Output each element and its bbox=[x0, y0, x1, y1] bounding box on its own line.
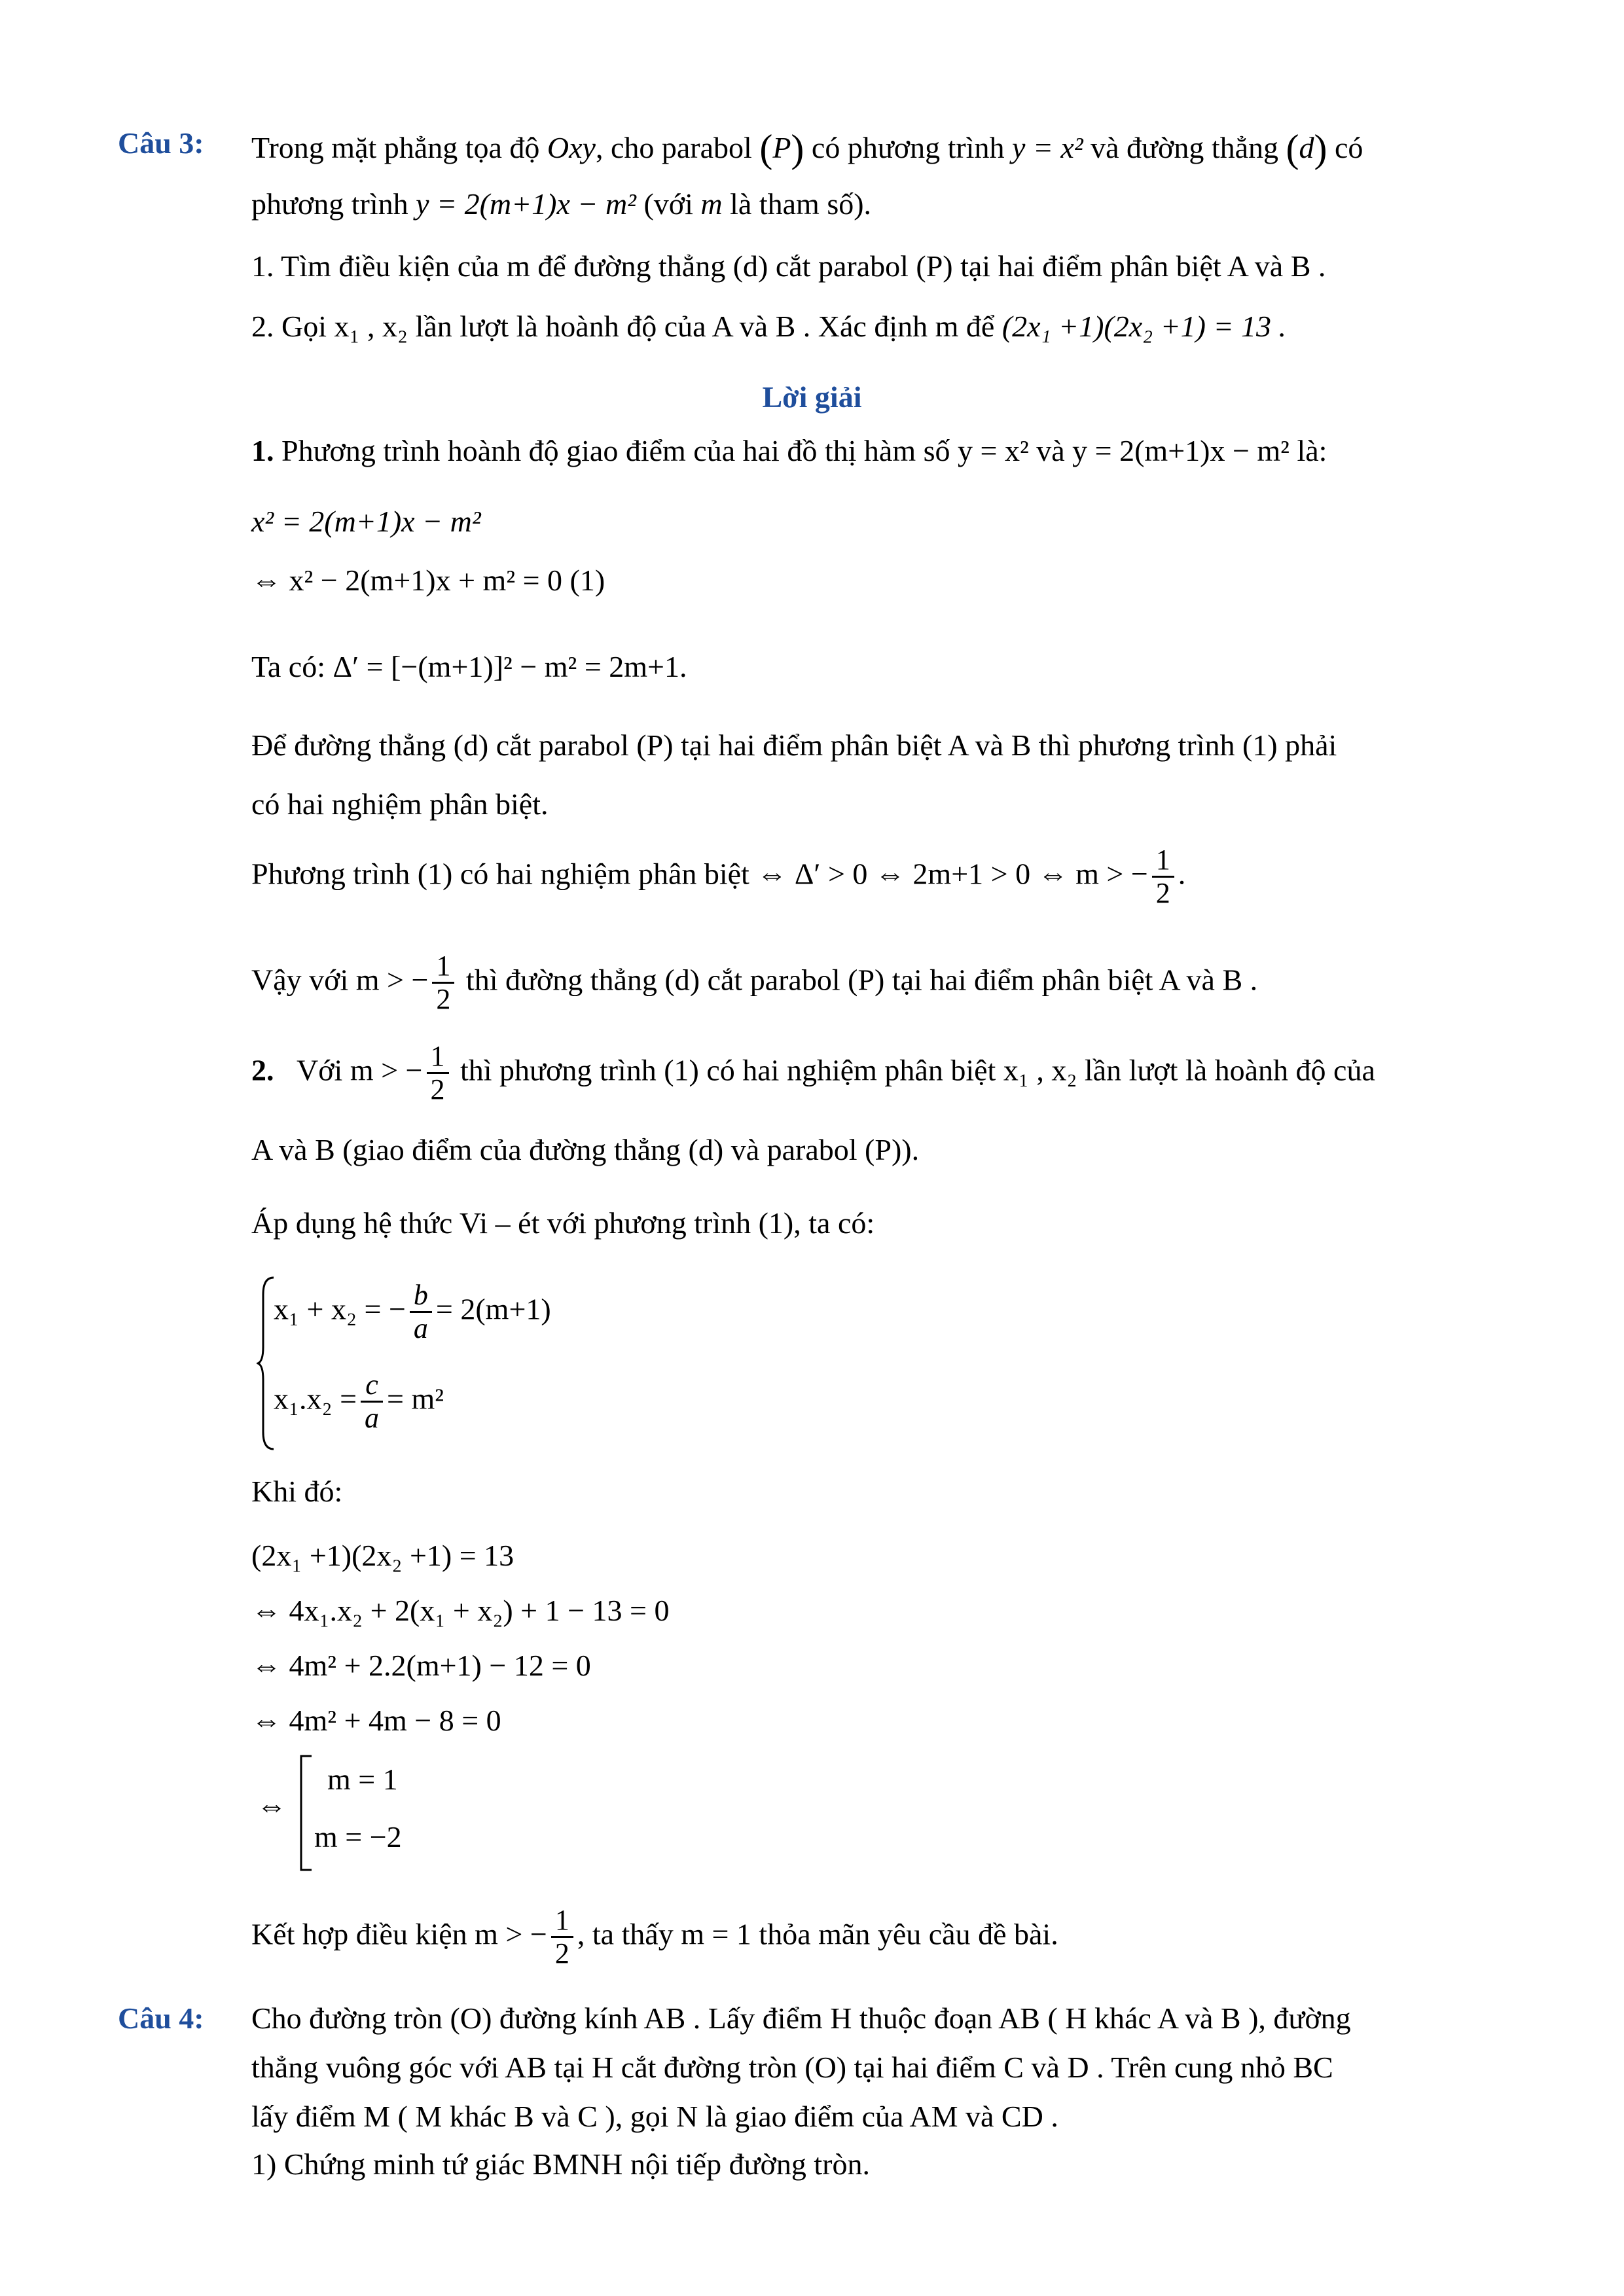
root-m-1: m = 1 bbox=[327, 1763, 398, 1796]
question-3-item-2: 2. Gọi x₁ , x₂ lần lượt là hoành độ của A và B . Xác định m để (2x₁ +1)(2x₂ +1) = 13 . bbox=[251, 310, 1287, 343]
solution-bracket bbox=[298, 1754, 313, 1872]
final-conclusion: Kết hợp điều kiện m > − $\frac{1}{2}$ , ta thấy m = 1 thỏa mãn yêu cầu đề bài. bbox=[251, 1904, 1058, 1970]
condition-line-2: có hai nghiệm phân biệt. bbox=[251, 787, 549, 821]
delta-line: Ta có: Δ′ = [−(m+1)]² − m² = 2m+1. bbox=[251, 650, 687, 683]
equation-1: x² = 2(m+1)x − m² bbox=[251, 505, 481, 538]
solution-part-2-line-2: A và B (giao điểm của đường thẳng (d) và parabol (P)). bbox=[251, 1133, 920, 1166]
question-3-item-1: 1. Tìm điều kiện của m để đường thẳng (d) cắt parabol (P) tại hai điểm phân biệt A và B . bbox=[251, 249, 1326, 283]
question-3-line-2: phương trình y = 2(m+1)x − m² (với m là tham số). bbox=[251, 187, 872, 221]
equation-2: ⇔ x² − 2(m+1)x + m² = 0 (1) bbox=[251, 564, 605, 597]
roots-condition-line: Phương trình (1) có hai nghiệm phân biệt ⇔ Δ′ > 0 ⇔ 2m+1 > 0 ⇔ m > − $\frac{1}{2}$ . bbox=[251, 844, 1186, 910]
solution-title: Lời giải bbox=[762, 380, 862, 414]
question-4-line-1: Cho đường tròn (O) đường kính AB . Lấy điểm H thuộc đoạn AB ( H khác A và B ), đường bbox=[251, 2001, 1351, 2035]
solution-part-1-intro: 1. Phương trình hoành độ giao điểm của hai đồ thị hàm số y = x² và y = 2(m+1)x − m² là: bbox=[251, 434, 1327, 467]
question-4-item-1: 1) Chứng minh tứ giác BMNH nội tiếp đường tròn. bbox=[251, 2147, 870, 2181]
condition-line-1: Để đường thẳng (d) cắt parabol (P) tại hai điểm phân biệt A và B thì phương trình (1) phải bbox=[251, 728, 1337, 762]
conclusion-part-1: Vậy với m > − $\frac{1}{2}$ thì đường thẳng (d) cắt parabol (P) tại hai điểm phân biệt A và B . bbox=[251, 950, 1258, 1016]
vieta-sum: x₁ + x₂ = − $\frac{b}{a}$ = 2(m+1) bbox=[274, 1279, 551, 1345]
fraction-one-half: $\frac{1}{2}$ bbox=[432, 950, 454, 1016]
step-3: ⇔ 4m² + 2.2(m+1) − 12 = 0 bbox=[251, 1649, 591, 1682]
question-4-line-3: lấy điểm M ( M khác B và C ), gọi N là giao điểm của AM và CD . bbox=[251, 2100, 1058, 2133]
step-4: ⇔ 4m² + 4m − 8 = 0 bbox=[251, 1704, 501, 1737]
question-4-label: Câu 4: bbox=[118, 2001, 204, 2035]
vieta-product: x₁.x₂ = $\frac{c}{a}$ = m² bbox=[274, 1369, 444, 1435]
step-2: ⇔ 4x₁.x₂ + 2(x₁ + x₂) + 1 − 13 = 0 bbox=[251, 1594, 670, 1627]
step-5-equivalence: ⇔ bbox=[257, 1789, 287, 1822]
step-1: (2x₁ +1)(2x₂ +1) = 13 bbox=[251, 1539, 514, 1572]
question-3-line-1: Trong mặt phẳng tọa độ Oxy, cho parabol (P) có phương trình y = x² và đường thẳng (d) có bbox=[251, 127, 1363, 170]
solution-part-2-line-1: 2. Với m > − $\frac{1}{2}$ thì phương trình (1) có hai nghiệm phân biệt x₁ , x₂ lần lượt là hoành độ của bbox=[251, 1040, 1375, 1106]
question-3-label: Câu 3: bbox=[118, 126, 204, 160]
fraction-one-half: $\frac{1}{2}$ bbox=[1152, 844, 1174, 910]
root-m-minus-2: m = −2 bbox=[314, 1820, 402, 1854]
question-4-line-2: thẳng vuông góc với AB tại H cắt đường tròn (O) tại hai điểm C và D . Trên cung nhỏ BC bbox=[251, 2051, 1333, 2084]
fraction-one-half: $\frac{1}{2}$ bbox=[551, 1905, 573, 1970]
vieta-intro: Áp dụng hệ thức Vi – ét với phương trình (1), ta có: bbox=[251, 1206, 875, 1240]
fraction-one-half: $\frac{1}{2}$ bbox=[427, 1041, 449, 1106]
khi-do-label: Khi đó: bbox=[251, 1475, 343, 1508]
